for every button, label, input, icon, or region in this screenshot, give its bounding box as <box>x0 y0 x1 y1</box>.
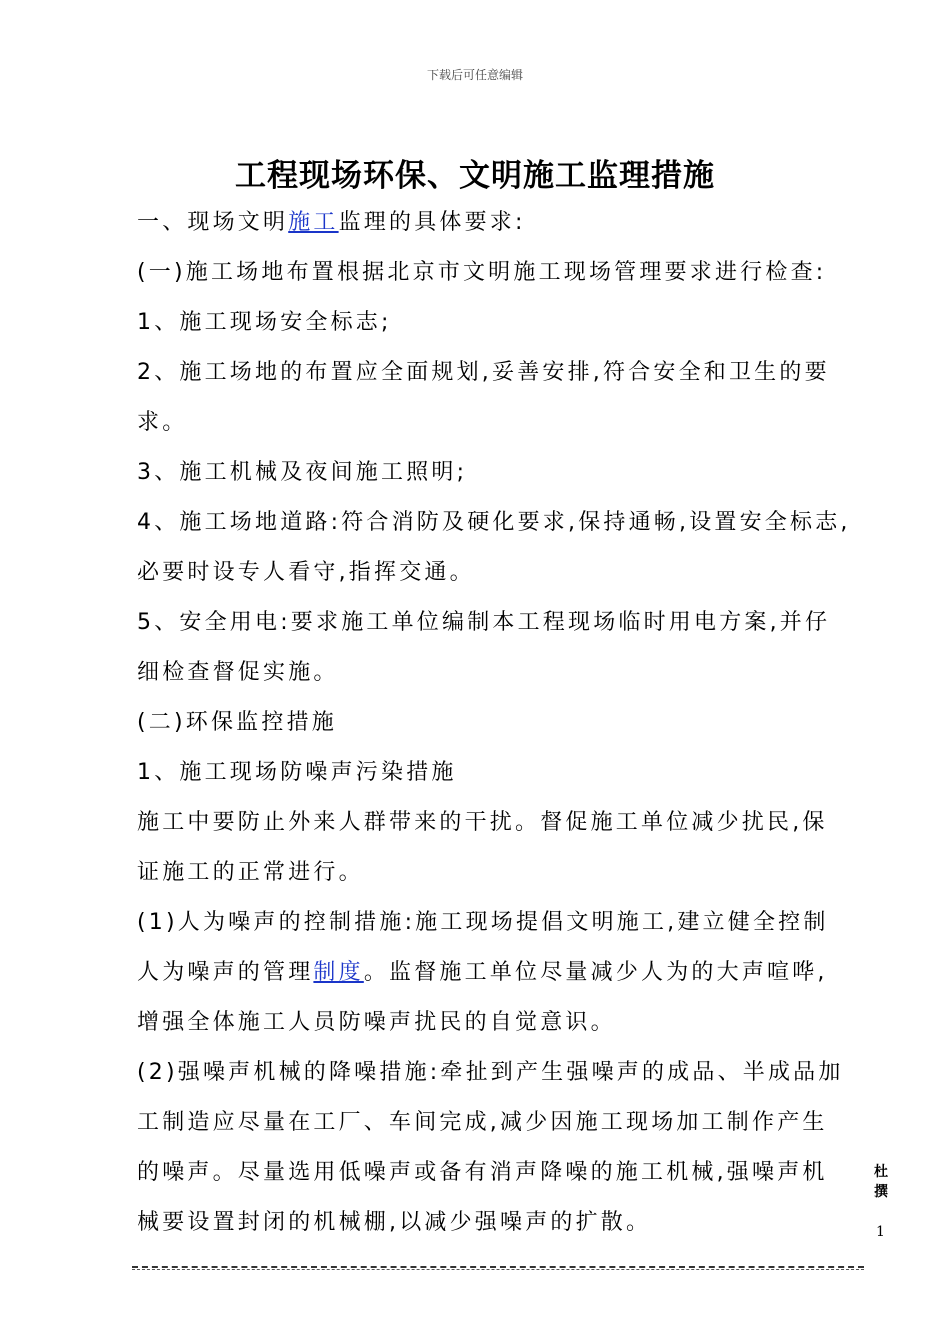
text-line <box>137 798 867 848</box>
text-line <box>137 648 867 698</box>
text-span: 增强全体施工人员防噪声扰民的自觉意识。 <box>137 1010 616 1035</box>
text-span: 人为噪声的管理 <box>137 960 314 985</box>
inline-link[interactable]: 施工 <box>288 210 339 235</box>
text-span: (1)人为噪声的控制措施:施工现场提倡文明施工,建立健全控制 <box>137 910 829 935</box>
text-span: 械要设置封闭的机械棚,以减少强噪声的扩散。 <box>137 1210 652 1235</box>
text-span: (2)强噪声机械的降噪措施:牵扯到产生强噪声的成品、半成品加 <box>137 1060 844 1085</box>
text-span: 2、施工场地的布置应全面规划,妥善安排,符合安全和卫生的要 <box>137 360 830 385</box>
text-line <box>137 1198 867 1248</box>
inline-link[interactable]: 制度 <box>313 960 364 985</box>
footer-divider <box>132 1266 864 1268</box>
text-line <box>137 848 867 898</box>
text-span: 监理的具体要求: <box>338 210 526 235</box>
text-line <box>137 548 867 598</box>
page-number: 1 <box>876 1224 885 1240</box>
text-line <box>137 1148 867 1198</box>
text-line <box>137 248 867 298</box>
text-line <box>137 598 867 648</box>
text-span: 工制造应尽量在工厂、车间完成,减少因施工现场加工制作产生 <box>137 1110 828 1135</box>
text-span: 一、现场文明 <box>137 210 289 235</box>
text-span: (一)施工场地布置根据北京市文明施工现场管理要求进行检查: <box>137 260 827 285</box>
side-author-mark: 杜撰 <box>874 1164 888 1200</box>
text-line <box>137 498 867 548</box>
text-span: 3、施工机械及夜间施工照明; <box>137 460 468 485</box>
text-span: 证施工的正常进行。 <box>137 860 364 885</box>
text-span: 的噪声。尽量选用低噪声或备有消声降噪的施工机械,强噪声机 <box>137 1160 828 1185</box>
text-line <box>137 198 867 248</box>
text-span: 细检查督促实施。 <box>137 660 339 685</box>
header-note: 下载后可任意编辑 <box>426 68 523 82</box>
text-line <box>137 698 867 748</box>
text-line <box>137 948 867 998</box>
document-title: 工程现场环保、文明施工监理措施 <box>235 158 715 194</box>
text-span: 1、施工现场安全标志; <box>137 310 392 335</box>
text-span: 5、安全用电:要求施工单位编制本工程现场临时用电方案,并仔 <box>137 610 831 635</box>
text-span: 必要时设专人看守,指挥交通。 <box>137 560 475 585</box>
text-span: 。监督施工单位尽量减少人为的大声喧哗, <box>363 960 828 985</box>
text-span: 4、施工场地道路:符合消防及硬化要求,保持通畅,设置安全标志, <box>137 510 851 535</box>
document-body <box>137 198 867 1248</box>
text-line <box>137 298 867 348</box>
text-span: 1、施工现场防噪声污染措施 <box>137 760 457 785</box>
text-line <box>137 898 867 948</box>
text-line <box>137 448 867 498</box>
text-span: 求。 <box>137 410 188 435</box>
text-span: 施工中要防止外来人群带来的干扰。督促施工单位减少扰民,保 <box>137 810 828 835</box>
text-line <box>137 1098 867 1148</box>
footer-divider-secondary <box>132 1269 864 1270</box>
text-line <box>137 348 867 398</box>
text-span: (二)环保监控措施 <box>137 710 337 735</box>
text-line <box>137 748 867 798</box>
text-line <box>137 398 867 448</box>
text-line <box>137 998 867 1048</box>
text-line <box>137 1048 867 1098</box>
